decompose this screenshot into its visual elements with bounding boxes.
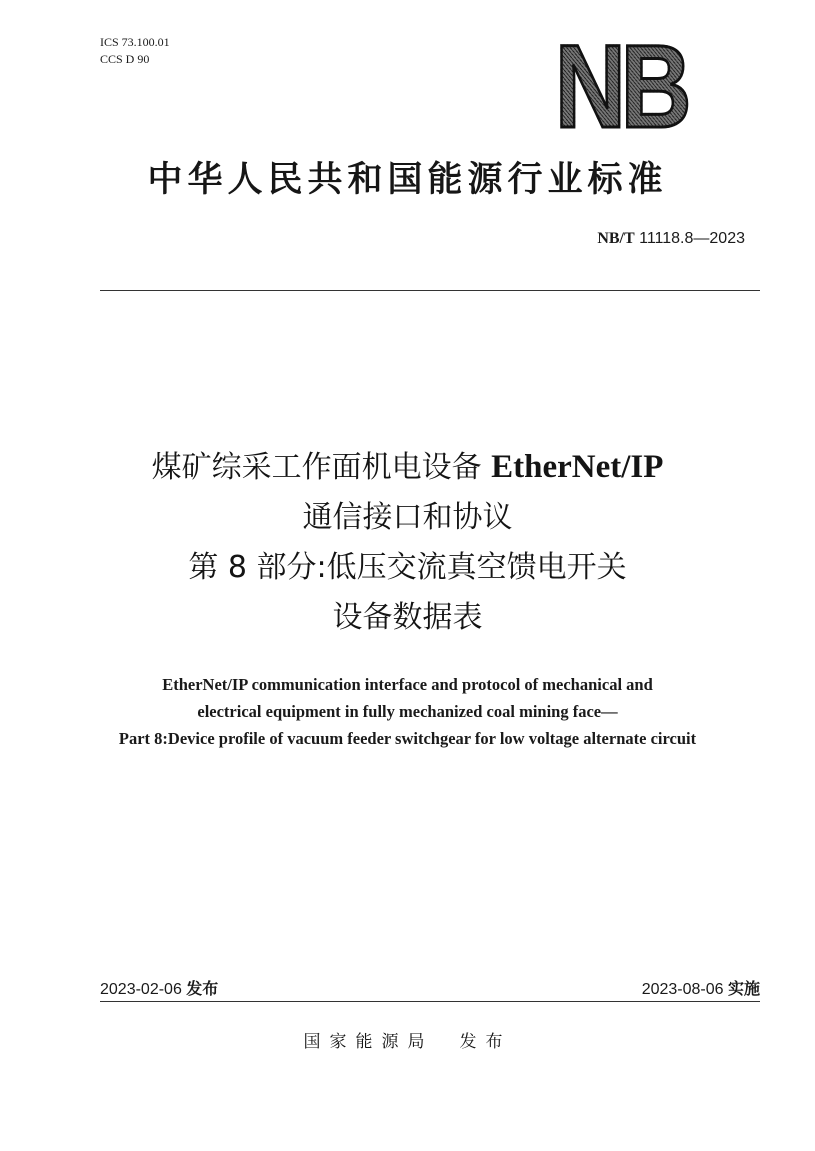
ccs-code: CCS D 90 bbox=[100, 52, 150, 66]
english-title bbox=[0, 671, 815, 752]
chinese-title-line-1-cn: 煤矿综采工作面机电设备 bbox=[151, 450, 482, 485]
publish-date-value: 2023-02-06 bbox=[100, 981, 182, 998]
classification-codes bbox=[100, 34, 170, 68]
standard-number-prefix: NB/T bbox=[597, 230, 635, 247]
chinese-title bbox=[0, 442, 815, 643]
nb-logo-text: NB bbox=[555, 21, 687, 153]
standard-number-value: 11118.8—2023 bbox=[639, 230, 745, 247]
bottom-divider bbox=[100, 1001, 760, 1002]
chinese-title-line-1-en: EtherNet/IP bbox=[491, 449, 664, 485]
standard-number bbox=[597, 230, 745, 248]
english-title-line-3: Part 8:Device profile of vacuum feeder switchgear for low voltage alternate circuit bbox=[118, 729, 697, 748]
standard-name: 中华人民共和国能源行业标准 bbox=[147, 160, 668, 200]
nb-logo bbox=[555, 21, 700, 153]
implement-date bbox=[642, 976, 760, 999]
implement-date-value: 2023-08-06 bbox=[641, 981, 724, 998]
issuer-org: 国家能源局 bbox=[303, 1032, 434, 1052]
chinese-title-line-3: 第 8 部分:低压交流真空馈电开关 bbox=[188, 550, 627, 585]
english-title-line-2: electrical equipment in fully mechanized coal mining face— bbox=[197, 702, 618, 721]
publish-date-label: 发布 bbox=[186, 979, 219, 998]
top-divider bbox=[100, 290, 760, 291]
chinese-title-line-2: 通信接口和协议 bbox=[302, 500, 513, 535]
english-title-line-1: EtherNet/IP communication interface and protocol of mechanical and bbox=[162, 675, 653, 694]
publish-date bbox=[100, 976, 218, 999]
issuer bbox=[0, 1027, 815, 1052]
chinese-title-line-1 bbox=[0, 442, 815, 493]
ics-code: ICS 73.100.01 bbox=[100, 35, 170, 49]
chinese-title-line-4: 设备数据表 bbox=[332, 600, 483, 635]
issuer-action: 发布 bbox=[459, 1032, 512, 1052]
implement-date-label: 实施 bbox=[727, 979, 760, 998]
